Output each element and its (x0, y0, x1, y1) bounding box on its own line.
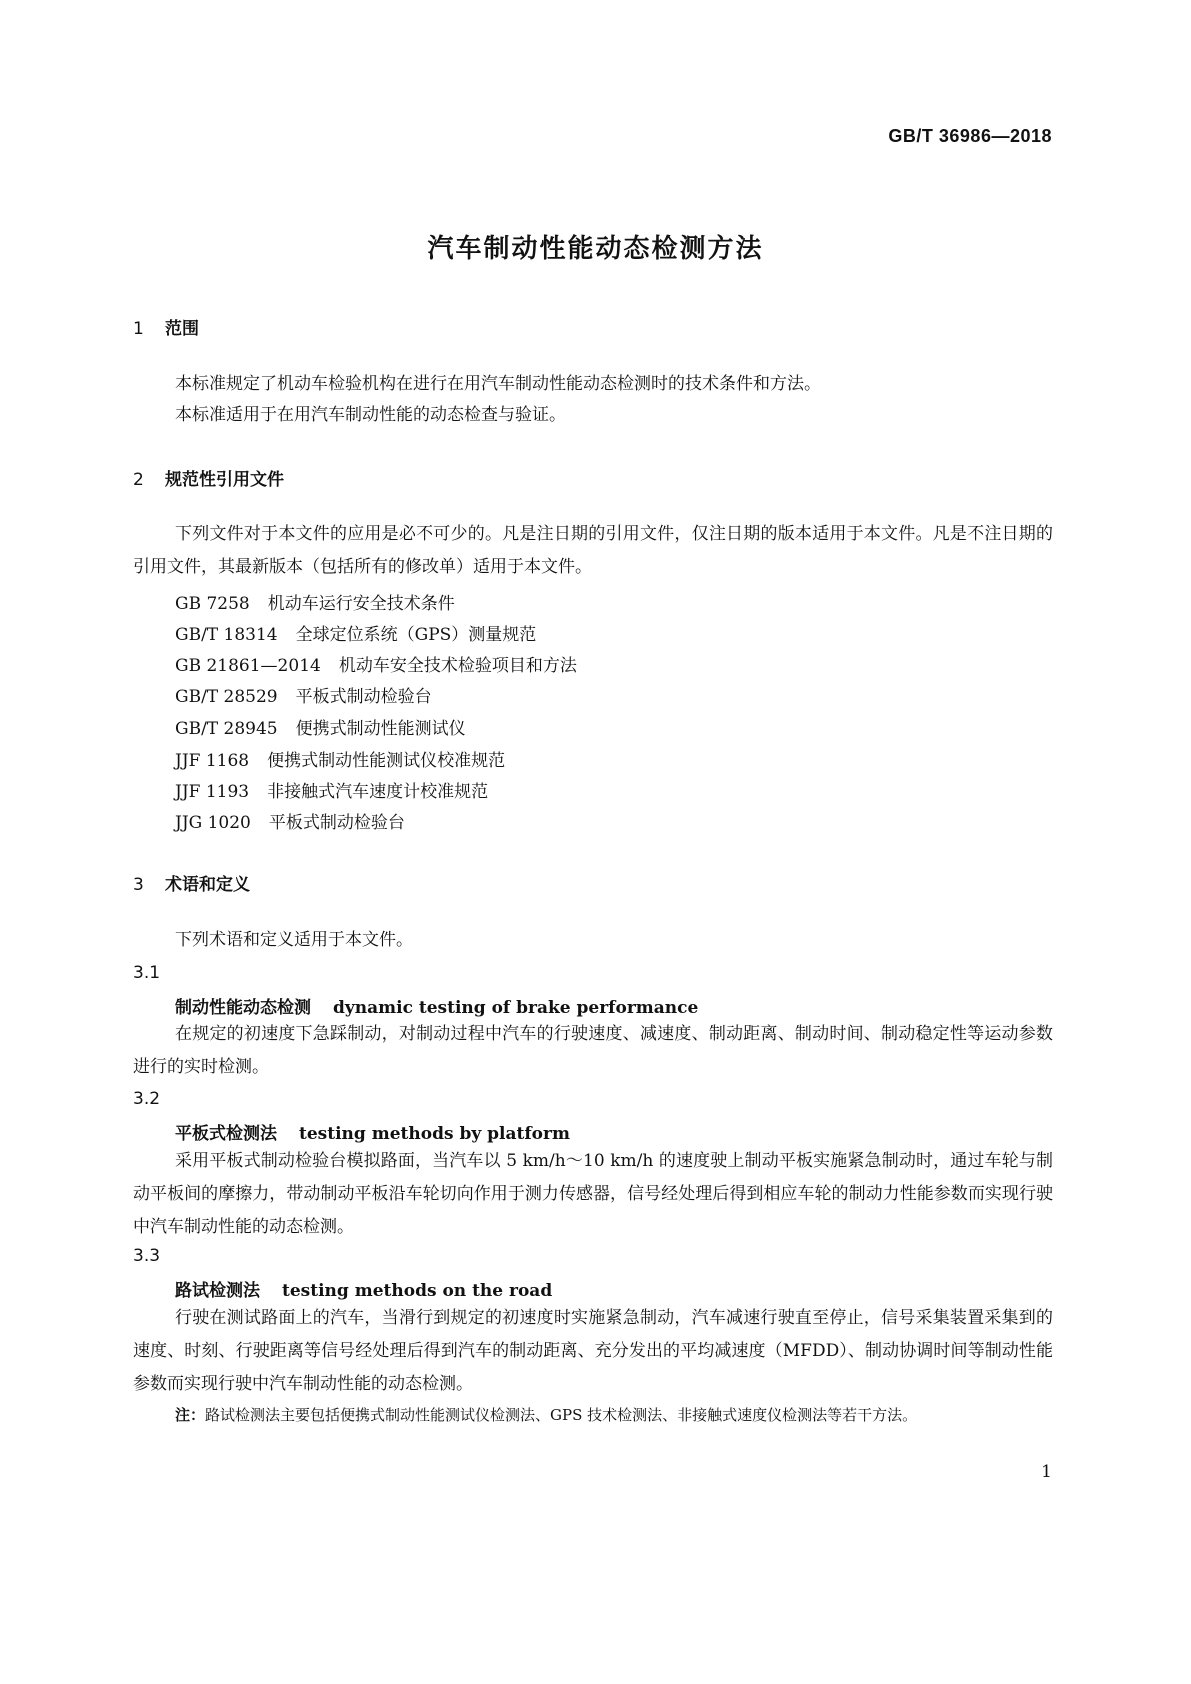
term-heading (175, 993, 698, 1018)
term-en: testing methods by platform (299, 1124, 570, 1144)
reference-item (175, 682, 432, 707)
reference-title: 便携式制动性能测试仪 (295, 719, 466, 739)
term-heading (175, 1119, 570, 1144)
reference-item (175, 777, 488, 802)
page-number: 1 (1041, 1462, 1052, 1482)
document-title: 汽车制动性能动态检测方法 (427, 234, 764, 264)
term-number: 3.2 (133, 1089, 161, 1109)
reference-title: 机动车安全技术检验项目和方法 (338, 656, 577, 676)
reference-code: GB 7258 (175, 594, 250, 614)
reference-title: 非接触式汽车速度计校准规范 (267, 782, 489, 802)
term-cn: 路试检测法 (175, 1281, 260, 1301)
term-en: dynamic testing of brake performance (333, 998, 699, 1018)
section-title: 术语和定义 (165, 875, 250, 895)
reference-title: 全球定位系统（GPS）测量规范 (295, 625, 537, 645)
note-label: 注： (175, 1406, 206, 1424)
reference-title: 平板式制动检验台 (268, 813, 405, 833)
reference-code: GB 21861—2014 (175, 656, 321, 676)
section-title: 规范性引用文件 (165, 470, 284, 490)
paragraph: 下列术语和定义适用于本文件。 (175, 930, 413, 950)
reference-title: 平板式制动检验台 (295, 687, 432, 707)
section-number: 2 (133, 470, 144, 490)
section-heading-terms-and-definitions (133, 870, 250, 895)
reference-title: 机动车运行安全技术条件 (267, 594, 455, 614)
reference-code: JJG 1020 (175, 813, 251, 833)
section-number: 1 (133, 319, 144, 339)
reference-item (175, 620, 536, 645)
section-heading-scope (133, 314, 199, 339)
standard-code: GB/T 36986—2018 (888, 126, 1052, 146)
section-title: 范围 (165, 319, 199, 339)
reference-code: JJF 1193 (175, 782, 250, 802)
term-definition: 行驶在测试路面上的汽车，当滑行到规定的初速度时实施紧急制动，汽车减速行驶直至停止，信号采集装置采集到的速度、时刻、行驶距离等信号经处理后得到汽车的制动距离、充分发出的平均减速度（MFDD）、制动协调时间等制动性能参数而实现行驶中汽车制动性能的动态检测。 (133, 1308, 1053, 1394)
term-definition: 在规定的初速度下急踩制动，对制动过程中汽车的行驶速度、减速度、制动距离、制动时间、制动稳定性等运动参数进行的实时检测。 (133, 1024, 1053, 1077)
note (175, 1404, 917, 1425)
reference-code: GB/T 28529 (175, 687, 278, 707)
reference-item (175, 808, 405, 833)
paragraph: 本标准规定了机动车检验机构在进行在用汽车制动性能动态检测时的技术条件和方法。 (175, 374, 821, 394)
term-number: 3.1 (133, 963, 161, 983)
paragraph: 下列文件对于本文件的应用是必不可少的。凡是注日期的引用文件，仅注日期的版本适用于本文件。凡是不注日期的引用文件，其最新版本（包括所有的修改单）适用于本文件。 (133, 524, 1053, 577)
term-cn: 平板式检测法 (175, 1124, 277, 1144)
reference-title: 便携式制动性能测试仪校准规范 (267, 751, 506, 771)
term-number: 3.3 (133, 1246, 161, 1266)
term-cn: 制动性能动态检测 (175, 998, 311, 1018)
reference-item (175, 746, 505, 771)
term-en: testing methods on the road (282, 1281, 553, 1301)
reference-code: GB/T 18314 (175, 625, 278, 645)
paragraph: 本标准适用于在用汽车制动性能的动态检查与验证。 (175, 405, 566, 425)
reference-item (175, 651, 577, 676)
note-text: 路试检测法主要包括便携式制动性能测试仪检测法、GPS 技术检测法、非接触式速度仪检测法等若干方法。 (205, 1406, 918, 1424)
term-heading (175, 1276, 552, 1301)
reference-code: GB/T 28945 (175, 719, 278, 739)
reference-item (175, 714, 466, 739)
section-number: 3 (133, 875, 144, 895)
section-heading-normative-references (133, 465, 284, 490)
reference-item (175, 589, 455, 614)
term-definition: 采用平板式制动检验台模拟路面，当汽车以 5 km/h～10 km/h 的速度驶上制动平板实施紧急制动时，通过车轮与制动平板间的摩擦力，带动制动平板沿车轮切向作用于测力传感器，信号经处理后得到相应车轮的制动力性能参数而实现行驶中汽车制动性能的动态检测。 (133, 1151, 1053, 1237)
reference-code: JJF 1168 (175, 751, 250, 771)
